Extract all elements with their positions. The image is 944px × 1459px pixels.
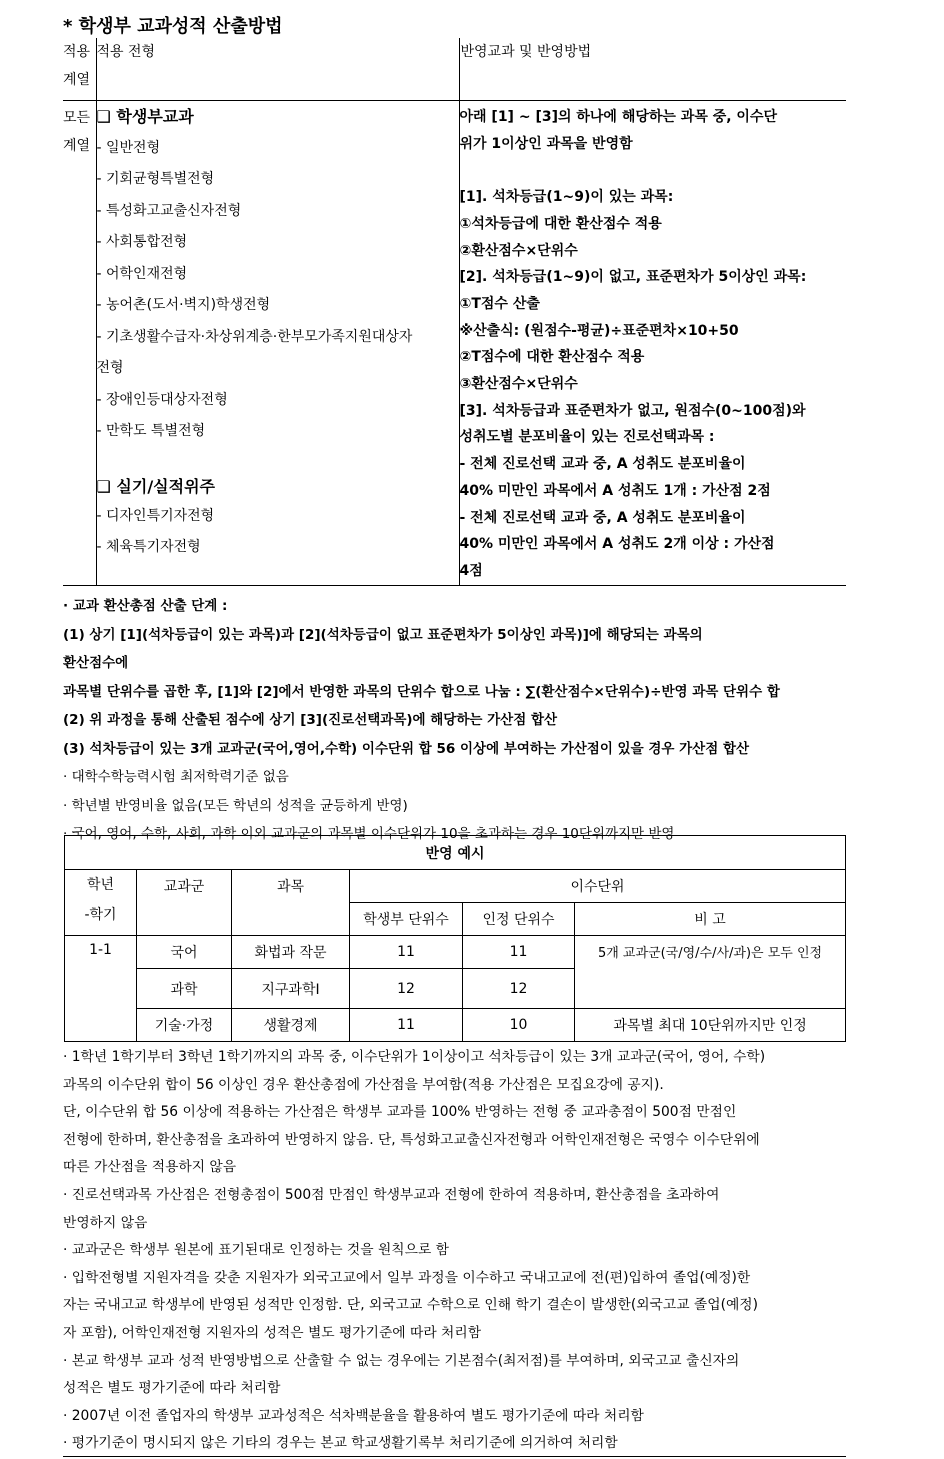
note-line: 자는 국내고교 학생부에 반영된 성적만 인정함. 단, 외국고교 수학으로 인해 학기 결손이 발생한(외국고교 졸업(예정) — [63, 1297, 759, 1314]
example-note2: 과목별 최대 10단위까지만 인정 — [575, 1009, 846, 1042]
example-row1-group: 국어 — [137, 936, 232, 969]
method-cell — [459, 101, 846, 586]
admission-item: - 만학도 특별전형 — [96, 423, 206, 439]
method-line: ①석차등급에 대한 환산점수 적용 — [459, 215, 662, 232]
method-line: ③환산점수×단위수 — [459, 376, 578, 393]
example-row2-subject: 지구과학Ⅰ — [232, 969, 350, 1009]
admission-item: - 디자인특기자전형 — [96, 507, 215, 524]
note-line: · 1학년 1학기부터 3학년 1학기까지의 과목 중, 이수단위가 1이상이고 석차등급이 있는 3개 교과군(국어, 영어, 수학) — [63, 1049, 766, 1065]
step-line: (3) 석차등급이 있는 3개 교과군(국어,영어,수학) 이수단위 합 56 이상에 부여하는 가산점이 있을 경우 가산점 합산 — [63, 740, 750, 757]
example-h-group: 교과군 — [137, 870, 232, 936]
header-method-cell — [459, 38, 846, 101]
admission-item: - 체육특기자전형 — [96, 539, 201, 555]
example-h-grade — [65, 870, 137, 936]
example-row3-group: 기술·가정 — [137, 1009, 232, 1042]
example-h-record-units: 학생부 단위수 — [350, 903, 463, 936]
step-line: · 국어, 영어, 수학, 사회, 과학 이외 교과군의 과목별 이수단위가 10을 초과하는 경우 10단위까지만 반영 — [63, 826, 675, 842]
group1-list — [97, 133, 459, 448]
note-line: · 입학전형별 지원자격을 갖춘 지원자가 외국고교에서 일부 과정을 이수하고 국내고교에 전(편)입하여 졸업(예정)한 — [63, 1269, 751, 1286]
page-title: * 학생부 교과성적 산출방법 — [63, 16, 283, 37]
note-line: 자 포함), 어학인재전형 지원자의 성적은 별도 평가기준에 따라 처리함 — [63, 1324, 482, 1341]
method-line: [3]. 석차등급과 표준편차가 없고, 원점수(0~100점)와 — [459, 402, 806, 419]
method-line: ②환산점수×단위수 — [459, 242, 578, 259]
example-grade: 1-1 — [65, 936, 137, 1042]
method-line: 40% 미만인 과목에서 A 성취도 2개 이상 : 가산점 — [459, 536, 775, 553]
note-line: · 진로선택과목 가산점은 전형총점이 500점 만점인 학생부교과 전형에 한하여 적용하며, 환산총점을 초과하여 — [63, 1186, 720, 1203]
example-row3-accepted: 10 — [463, 1009, 575, 1042]
header-admission-cell — [96, 38, 459, 101]
step-line: (2) 위 과정을 통해 산출된 점수에 상기 [3](진로선택과목)에 해당하는 가산점 합산 — [63, 712, 558, 728]
example-h-subject: 과목 — [232, 870, 350, 936]
example-row3-subject: 생활경제 — [232, 1009, 350, 1042]
track-cell — [63, 101, 96, 586]
example-row3-record: 11 — [350, 1009, 463, 1042]
method-line: 40% 미만인 과목에서 A 성취도 1개 : 가산점 2점 — [459, 482, 771, 499]
track-line2: 계열 — [63, 138, 91, 154]
header-method-label: 반영교과 및 반영방법 — [460, 44, 592, 60]
method-table-row — [63, 101, 846, 586]
track-line1: 모든 — [63, 110, 91, 126]
method-line: - 전체 진로선택 교과 중, A 성취도 분포비율이 — [459, 456, 746, 473]
admission-item: - 기초생활수급자·차상위계층·한부모가족지원대상자 — [96, 328, 413, 345]
note-line: · 평가기준이 명시되지 않은 기타의 경우는 본교 학교생활기록부 처리기준에 의거하여 처리함 — [63, 1435, 618, 1452]
header-admission-label: 적용 전형 — [96, 44, 156, 60]
method-line: ①T점수 산출 — [459, 295, 540, 312]
note-line: 단, 이수단위 합 56 이상에 적용하는 가산점은 학생부 교과를 100% 반영하는 전형 중 교과총점이 500점 만점인 — [63, 1104, 737, 1121]
note-line: 성적은 별도 평가기준에 따라 처리함 — [63, 1380, 281, 1397]
step-line: 환산점수에 — [63, 655, 129, 671]
example-row2-group: 과학 — [137, 969, 232, 1009]
method-line: ※산출식: (원점수-평균)÷표준편차×10+50 — [459, 322, 739, 339]
admission-item: - 특성화고교출신자전형 — [96, 202, 242, 219]
example-row1-record: 11 — [350, 936, 463, 969]
admission-item: - 기회균형특별전형 — [96, 171, 215, 187]
method-line: [2]. 석차등급(1~9)이 없고, 표준편차가 5이상인 과목: — [459, 269, 807, 286]
method-lines — [460, 101, 847, 585]
step-line: · 교과 환산총점 산출 단계 : — [63, 598, 228, 614]
example-h-accepted-units: 인정 단위수 — [463, 903, 575, 936]
group1-title: ❑ 학생부교과 — [96, 107, 194, 126]
step-line: (1) 상기 [1](석차등급이 있는 과목)과 [2](석차등급이 없고 표준편차가 5이상인 과목)]에 해당되는 과목의 — [63, 626, 703, 643]
example-row2-record: 12 — [350, 969, 463, 1009]
note-line: 전형에 한하며, 환산총점을 초과하여 반영하지 않음. 단, 특성화고교출신자전형과 어학인재전형은 국영수 이수단위에 — [63, 1131, 760, 1148]
bottom-rule — [63, 1456, 846, 1457]
example-table — [64, 835, 846, 1042]
admission-item: - 일반전형 — [96, 139, 161, 156]
example-row1-accepted: 11 — [463, 936, 575, 969]
note-line: · 교과군은 학생부 원본에 표기된대로 인정하는 것을 원칙으로 함 — [63, 1242, 449, 1259]
method-line: 아래 [1] ~ [3]의 하나에 해당하는 과목 중, 이수단 — [459, 109, 778, 125]
method-table-header — [63, 38, 846, 101]
note-line: · 본교 학생부 교과 성적 반영방법으로 산출할 수 없는 경우에는 기본점수(최저점)를 부여하며, 외국고교 출신자의 — [63, 1352, 740, 1369]
example-row1-subject: 화법과 작문 — [232, 936, 350, 969]
steps-section — [63, 592, 853, 849]
method-line: - 전체 진로선택 교과 중, A 성취도 분포비율이 — [459, 509, 746, 526]
notes-section — [63, 1044, 853, 1458]
admission-item: - 장애인등대상자전형 — [96, 391, 228, 408]
method-line: 4점 — [459, 562, 483, 579]
example-row2-accepted: 12 — [463, 969, 575, 1009]
group2-list — [97, 501, 459, 564]
example-h-units: 이수단위 — [350, 870, 846, 903]
example-title: 반영 예시 — [65, 836, 846, 870]
example-h-note: 비 고 — [575, 903, 846, 936]
header-track-cell — [63, 38, 96, 101]
admission-item: - 어학인재전형 — [96, 265, 188, 282]
header-track-line2: 계열 — [63, 72, 91, 88]
admission-cell — [96, 101, 459, 586]
admission-item: - 농어촌(도서·벽지)학생전형 — [96, 297, 271, 313]
method-table — [63, 38, 846, 586]
note-line: · 2007년 이전 졸업자의 학생부 교과성적은 석차백분율을 활용하여 별도 평가기준에 따라 처리함 — [63, 1407, 644, 1424]
method-line: 위가 1이상인 과목을 반영함 — [459, 135, 633, 152]
admission-item: 전형 — [96, 360, 124, 376]
note-line: 과목의 이수단위 합이 56 이상인 경우 환산총점에 가산점을 부여함(적용 가산점은 모집요강에 공지). — [63, 1076, 664, 1093]
method-line: [1]. 석차등급(1~9)이 있는 과목: — [459, 189, 674, 206]
step-line: 과목별 단위수를 곱한 후, [1]와 [2]에서 반영한 과목의 단위수 합으로 나눔 : ∑(환산점수×단위수)÷반영 과목 단위수 합 — [63, 683, 780, 700]
h-grade-line2: -학기 — [84, 907, 117, 923]
admission-item: - 사회통합전형 — [96, 234, 188, 250]
method-line: ②T점수에 대한 환산점수 적용 — [459, 349, 645, 366]
h-grade-line1: 학년 — [86, 877, 115, 893]
method-line — [460, 157, 847, 184]
group2-title: ❑ 실기/실적위주 — [96, 476, 215, 496]
example-note1: 5개 교과군(국/영/수/사/과)은 모두 인정 — [575, 936, 846, 1009]
header-track-line1: 적용 — [63, 44, 91, 60]
step-line: · 학년별 반영비율 없음(모든 학년의 성적을 균등하게 반영) — [63, 797, 408, 814]
note-line: 따른 가산점을 적용하지 않음 — [63, 1159, 237, 1176]
step-line: · 대학수학능력시험 최저학력기준 없음 — [63, 769, 289, 785]
method-line: 성취도별 분포비율이 있는 진로선택과목 : — [459, 429, 715, 446]
note-line: 반영하지 않음 — [63, 1214, 148, 1231]
